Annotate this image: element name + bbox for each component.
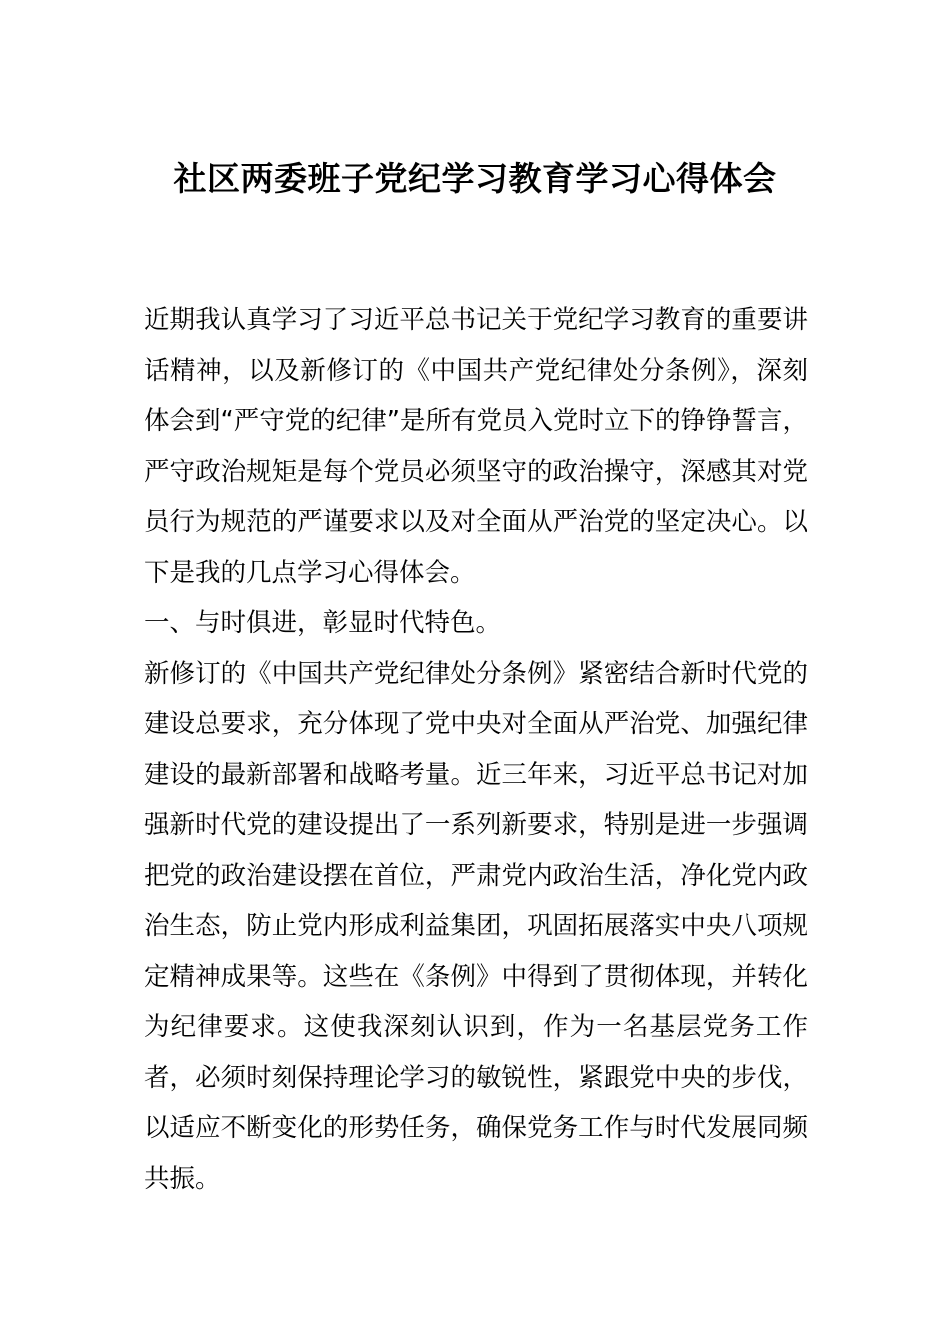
paragraph-section-1: 新修订的《中国共产党纪律处分条例》紧密结合新时代党的建设总要求，充分体现了党中央对全面从严治党、加强纪律建设的最新部署和战略考量。近三年来，习近平总书记对加强新时代党的建设提出了一系列新要求，特别是进一步强调把党的政治建设摆在首位，严肃党内政治生活，净化党内政治生态，防止党内形成利益集团，巩固拓展落实中央八项规定精神成果等。这些在《条例》中得到了贯彻体现，并转化为纪律要求。这使我深刻认识到，作为一名基层党务工作者，必须时刻保持理论学习的敏锐性，紧跟党中央的步伐，以适应不断变化的形势任务，确保党务工作与时代发展同频共振。 — [144, 658, 808, 1194]
document-title: 社区两委班子党纪学习教育学习心得体会 — [173, 159, 777, 198]
paragraph-intro: 近期我认真学习了习近平总书记关于党纪学习教育的重要讲话精神，以及新修订的《中国共产党纪律处分条例》，深刻体会到“严守党的纪律”是所有党员入党时立下的铮铮誓言，严守政治规矩是每个党员必须坚守的政治操守，深感其对党员行为规范的严谨要求以及对全面从严治党的坚定决心。以下是我的几点学习心得体会。 — [144, 305, 808, 588]
section-heading-1: 一、与时俱进，彰显时代特色。 — [144, 608, 502, 638]
document-body — [144, 295, 808, 1204]
